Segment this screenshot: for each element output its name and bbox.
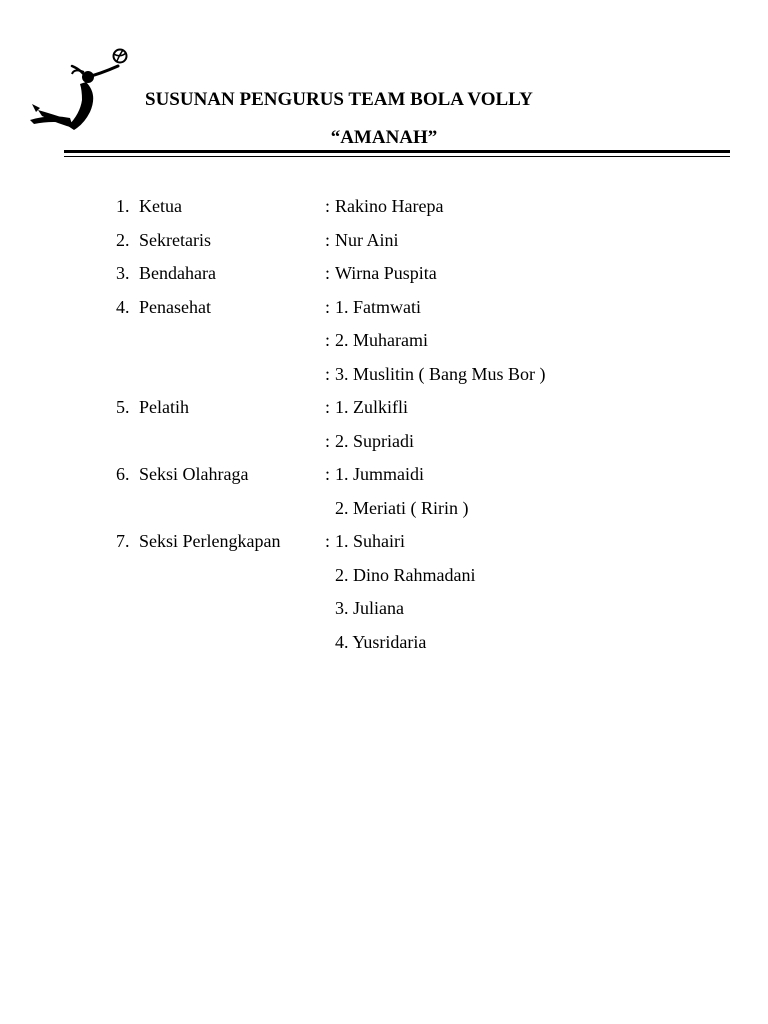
team-name: “AMANAH” bbox=[330, 127, 438, 148]
member-name: 1. Jummaidi bbox=[335, 464, 424, 484]
separator: : bbox=[325, 397, 331, 417]
list-item bbox=[0, 632, 768, 666]
list-item bbox=[0, 230, 768, 264]
item-number: 4. bbox=[116, 296, 130, 317]
separator: : bbox=[325, 363, 331, 384]
list-item bbox=[0, 297, 768, 331]
member-name: 1. Fatmwati bbox=[335, 296, 421, 317]
item-number: 5. bbox=[116, 397, 130, 417]
role-label: Penasehat bbox=[139, 296, 211, 317]
item-number: 2. bbox=[116, 229, 130, 250]
committee-list bbox=[0, 196, 768, 665]
list-item bbox=[0, 431, 768, 465]
role-label: Ketua bbox=[139, 196, 182, 216]
member-name: 1. Suhairi bbox=[335, 531, 405, 551]
header-divider-thick bbox=[64, 150, 730, 153]
member-name: 2. Muharami bbox=[335, 330, 428, 350]
member-name: Nur Aini bbox=[335, 229, 399, 250]
member-name: 2. Meriati ( Ririn ) bbox=[335, 497, 469, 518]
role-label: Sekretaris bbox=[139, 229, 211, 250]
member-name: 2. Dino Rahmadani bbox=[335, 564, 476, 585]
list-item bbox=[0, 464, 768, 498]
separator: : bbox=[325, 531, 331, 551]
list-item bbox=[0, 364, 768, 398]
list-item bbox=[0, 330, 768, 364]
role-label: Seksi Perlengkapan bbox=[139, 531, 281, 551]
page-title: SUSUNAN PENGURUS TEAM BOLA VOLLY bbox=[145, 89, 533, 110]
role-label: Pelatih bbox=[139, 397, 189, 417]
list-item bbox=[0, 196, 768, 230]
item-number: 3. bbox=[116, 263, 130, 283]
separator: : bbox=[325, 196, 331, 216]
list-item bbox=[0, 498, 768, 532]
list-item bbox=[0, 263, 768, 297]
header-divider-thin bbox=[64, 156, 730, 157]
role-label: Bendahara bbox=[139, 263, 216, 283]
item-number: 7. bbox=[116, 531, 130, 551]
separator: : bbox=[325, 464, 331, 484]
item-number: 1. bbox=[116, 196, 130, 216]
member-name: 3. Muslitin ( Bang Mus Bor ) bbox=[335, 363, 546, 384]
separator: : bbox=[325, 296, 331, 317]
separator: : bbox=[325, 229, 331, 250]
list-item bbox=[0, 598, 768, 632]
member-name: Wirna Puspita bbox=[335, 263, 437, 283]
list-item bbox=[0, 397, 768, 431]
separator: : bbox=[325, 330, 331, 350]
role-label: Seksi Olahraga bbox=[139, 464, 249, 484]
list-item bbox=[0, 565, 768, 599]
member-name: 4. Yusridaria bbox=[335, 631, 427, 652]
item-number: 6. bbox=[116, 464, 130, 484]
member-name: 3. Juliana bbox=[335, 598, 404, 618]
member-name: 2. Supriadi bbox=[335, 430, 414, 451]
separator: : bbox=[325, 263, 331, 283]
volleyball-player-icon bbox=[24, 44, 136, 136]
member-name: Rakino Harepa bbox=[335, 196, 444, 216]
member-name: 1. Zulkifli bbox=[335, 397, 408, 417]
separator: : bbox=[325, 430, 331, 451]
list-item bbox=[0, 531, 768, 565]
